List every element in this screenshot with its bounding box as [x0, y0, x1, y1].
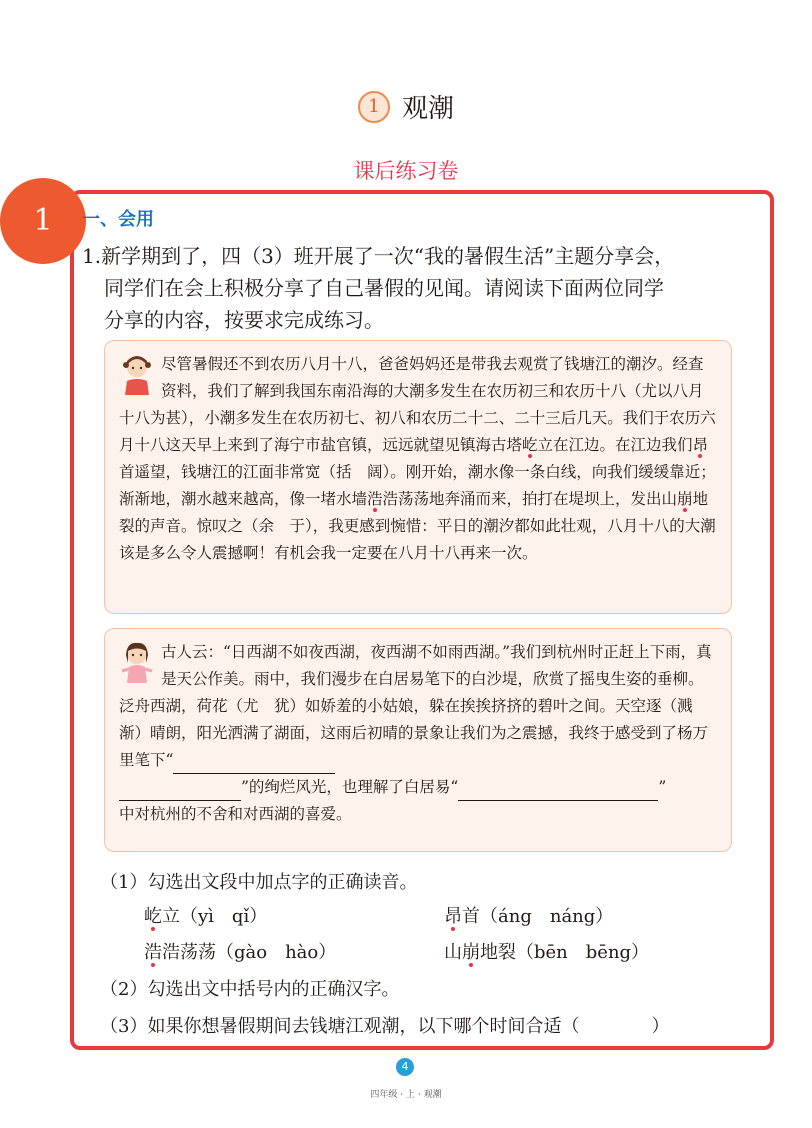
option-2[interactable]: [444, 902, 613, 928]
exercise-number-badge: 1: [0, 178, 86, 264]
passage-1-text: 地裂的声音。惊叹之（余 于），我更感到惋惜：平日的潮汐都如此壮观，八月十八的大潮该是多么令人震撼啊！有机会我一定要在八月十八再来一次。: [119, 490, 716, 562]
question-1-line-1: 1.新学期到了，四（3）班开展了一次“我的暑假生活”主题分享会，: [82, 244, 675, 268]
passage-2-text: ”的绚烂风光，也理解了白居易“: [241, 778, 459, 796]
option-text: 首（áng náng）: [462, 906, 614, 927]
option-text: 浩荡荡（gào hào）: [162, 942, 337, 963]
passage-2-text: 古人云：“日西湖不如夜西湖，夜西湖不如雨西湖。”我们到杭州时正赶上下雨，真是天公作美。雨中，我们漫步在白居易笔下的白沙堤，欣赏了摇曳生姿的垂柳。泛舟西湖，荷花（尤 犹）如娇羞的小姑娘，躲在挨挨挤挤的碧叶之间。天空逐（溅 渐）晴朗，阳光洒满了湖面，这雨后初晴的景象让我们为之震撼，我终于感受到了杨万里笔下“: [119, 643, 712, 769]
question-1-line-2: 同学们在会上积极分享了自己暑假的见闻。请阅读下面两位同学: [104, 276, 664, 300]
girl-avatar-icon: [119, 641, 155, 683]
dotted-char: 昂: [692, 436, 709, 454]
sub-question-3: （3）如果你想暑假期间去钱塘江观潮，以下哪个时间合适（ ）: [100, 1016, 670, 1037]
dotted-char: 浩: [367, 490, 383, 508]
option-text: 立（yì qǐ）: [162, 906, 268, 927]
fill-blank-1[interactable]: [173, 755, 335, 774]
passage-1-text: 尽管暑假还不到农历八月十八，爸爸妈妈还是带我去观赏了钱塘江的潮汐。经查资料，我们了解到我国东南沿海的大潮多发生在农历初三和农历十八（尤以八月十八为甚），小潮多发生在农历初七、初八和农历二十二、二十三后几天。我们于农历六月十八这天早上来到了海宁市盐官镇，远远就望见镇海古塔: [119, 355, 716, 454]
dotted-char: 崩: [462, 942, 480, 963]
lesson-number-badge: 1: [358, 91, 390, 123]
option-text: 地裂（bēn bēng）: [480, 942, 650, 963]
fill-blank-1-cont[interactable]: [119, 782, 241, 801]
question-1: [82, 240, 750, 336]
option-3[interactable]: [144, 938, 336, 964]
lesson-title: [0, 88, 812, 126]
passage-2-text: ”: [658, 778, 667, 796]
passage-1-text: 首遥望，钱塘江的江面非常宽（括 阔）。刚开始，潮水像一条白线，向我们缓缓靠近；渐渐地，潮水越来越高，像一堵水墙: [119, 463, 716, 508]
dotted-char: 屹: [144, 906, 162, 927]
question-1-line-3: 分享的内容，按要求完成练习。: [104, 308, 384, 332]
dotted-char: 昂: [444, 906, 462, 927]
fill-blank-2[interactable]: [458, 782, 658, 801]
dotted-char: 屹: [522, 436, 538, 454]
sub-question-2: （2）勾选出文中括号内的正确汉字。: [100, 979, 400, 1000]
dotted-char: 崩: [677, 490, 693, 508]
sub-question-1: （1）勾选出文段中加点字的正确读音。: [100, 872, 418, 893]
page-footer: 四年级 · 上 · 观潮: [370, 1090, 442, 1100]
passage-1-text: 浩荡荡地奔涌而来，拍打在堤坝上，发出山: [382, 490, 678, 508]
passage-box-2: [104, 628, 732, 852]
option-4[interactable]: [444, 938, 649, 964]
page-number: 4: [396, 1058, 414, 1076]
section-heading: 一、会用: [82, 209, 154, 230]
lesson-title-text: 观潮: [401, 94, 454, 124]
dotted-char: 浩: [144, 942, 162, 963]
option-text: 山: [444, 942, 462, 963]
girl-avatar-icon: [119, 353, 155, 395]
worksheet-subtitle: 课后练习卷: [353, 159, 459, 183]
passage-1-text: 立在江边。在江边我们: [537, 436, 693, 454]
passage-box-1: [104, 340, 732, 614]
option-1[interactable]: [144, 902, 267, 928]
passage-2-text: 中对杭州的不舍和对西湖的喜爱。: [119, 805, 352, 823]
